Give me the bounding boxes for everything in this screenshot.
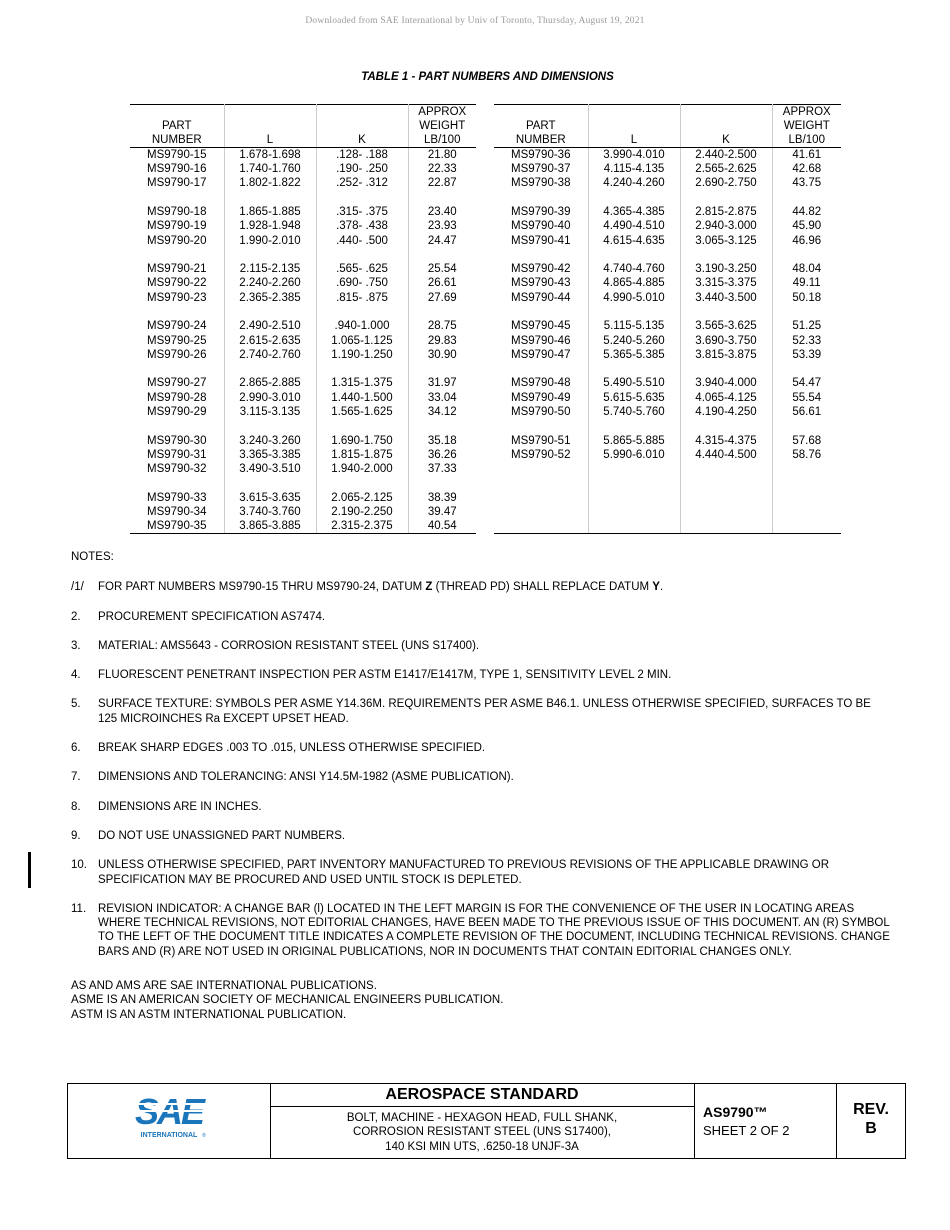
k-cell: 1.065-1.125 — [316, 334, 408, 348]
k-cell: 1.315-1.375 — [316, 376, 408, 390]
part-number-cell: MS9790-29 — [130, 405, 224, 419]
group-spacer — [494, 476, 841, 491]
publications-list — [71, 979, 503, 1022]
l-cell: 5.990-6.010 — [588, 448, 680, 462]
l-cell: 2.365-2.385 — [224, 291, 316, 305]
part-number-cell: MS9790-35 — [130, 519, 224, 534]
part-number-cell: MS9790-41 — [494, 234, 588, 248]
weight-cell: 33.04 — [427, 391, 457, 404]
table-row — [494, 219, 841, 233]
k-cell: 2.940-3.000 — [680, 219, 772, 233]
weight-cell — [772, 519, 841, 534]
table-row — [494, 291, 841, 305]
part-number-cell: MS9790-26 — [130, 348, 224, 362]
l-cell: 4.865-4.885 — [588, 276, 680, 290]
part-number-cell: MS9790-21 — [130, 262, 224, 276]
table-row — [130, 376, 476, 390]
document-number-cell — [695, 1084, 837, 1158]
table-row — [494, 391, 841, 405]
weight-cell: 54.47 — [792, 377, 822, 390]
k-cell: 3.815-3.875 — [680, 348, 772, 362]
weight-cell: 52.33 — [792, 334, 822, 347]
k-cell: 2.815-2.875 — [680, 205, 772, 219]
k-cell: 2.690-2.750 — [680, 176, 772, 190]
l-cell: 3.615-3.635 — [224, 491, 316, 505]
group-spacer — [494, 191, 841, 206]
group-spacer — [130, 305, 476, 320]
table-row — [494, 319, 841, 333]
logo-text: SAE — [134, 1091, 204, 1132]
part-number-cell: MS9790-49 — [494, 391, 588, 405]
l-cell: 2.865-2.885 — [224, 376, 316, 390]
table-row — [130, 148, 476, 163]
k-cell: 2.440-2.500 — [680, 148, 772, 163]
table-row — [130, 505, 476, 519]
publication-line: ASTM IS AN ASTM INTERNATIONAL PUBLICATION. — [71, 1008, 347, 1021]
part-number-cell: MS9790-43 — [494, 276, 588, 290]
download-watermark: Downloaded from SAE International by Univ of Toronto, Thursday, August 19, 2021 — [305, 16, 645, 26]
k-cell: 2.065-2.125 — [316, 491, 408, 505]
table-row — [130, 291, 476, 305]
part-number-cell: MS9790-25 — [130, 334, 224, 348]
k-cell: 2.190-2.250 — [316, 505, 408, 519]
l-cell: 4.240-4.260 — [588, 176, 680, 190]
l-cell: 1.990-2.010 — [224, 234, 316, 248]
part-number-cell: MS9790-15 — [130, 148, 224, 163]
group-spacer — [494, 419, 841, 434]
part-number-cell: MS9790-19 — [130, 219, 224, 233]
revision-label: REV. — [853, 1101, 889, 1118]
table-row — [130, 219, 476, 233]
l-cell: 5.240-5.260 — [588, 334, 680, 348]
part-number-cell: MS9790-42 — [494, 262, 588, 276]
weight-cell: 36.26 — [427, 448, 457, 461]
table-row — [130, 519, 476, 534]
table-row — [130, 462, 476, 476]
k-cell: .315- .375 — [316, 205, 408, 219]
part-number-cell: MS9790-37 — [494, 162, 588, 176]
note-item: 8. DIMENSIONS ARE IN INCHES. — [71, 800, 262, 813]
l-cell: 3.865-3.885 — [224, 519, 316, 534]
part-number-cell: MS9790-40 — [494, 219, 588, 233]
part-number-cell: MS9790-45 — [494, 319, 588, 333]
table-row — [494, 434, 841, 448]
weight-cell: 24.47 — [427, 234, 457, 247]
l-cell — [588, 505, 680, 519]
l-cell — [588, 519, 680, 534]
table-row — [494, 405, 841, 419]
k-cell: 1.190-1.250 — [316, 348, 408, 362]
k-cell — [680, 462, 772, 476]
l-cell: 3.740-3.760 — [224, 505, 316, 519]
part-number-cell: MS9790-24 — [130, 319, 224, 333]
weight-cell: 45.90 — [792, 220, 822, 233]
sae-logo-icon — [68, 1084, 270, 1158]
title-block — [67, 1083, 906, 1159]
parts-table-left — [130, 104, 476, 534]
sheet-number: SHEET 2 OF 2 — [703, 1123, 790, 1138]
table-row — [130, 234, 476, 248]
weight-cell: 56.61 — [792, 405, 822, 418]
weight-cell: 40.54 — [408, 519, 476, 534]
part-number-header: PART NUMBER — [130, 105, 224, 148]
weight-cell: 41.61 — [792, 149, 822, 161]
part-number-cell: MS9790-33 — [130, 491, 224, 505]
sae-logo — [68, 1084, 271, 1158]
weight-cell: 31.97 — [427, 377, 457, 390]
table-row — [130, 262, 476, 276]
table-row — [494, 348, 841, 362]
table-row — [130, 348, 476, 362]
weight-cell: 34.12 — [427, 405, 457, 418]
k-cell: 4.315-4.375 — [680, 434, 772, 448]
title-description — [270, 1084, 695, 1158]
table-row — [494, 376, 841, 390]
weight-cell: 37.33 — [427, 462, 457, 475]
l-cell: 1.865-1.885 — [224, 205, 316, 219]
part-number-cell: MS9790-38 — [494, 176, 588, 190]
weight-cell: 44.82 — [792, 206, 822, 219]
table-row — [494, 205, 841, 219]
weight-cell: 22.33 — [427, 163, 457, 176]
k-cell: .378- .438 — [316, 219, 408, 233]
l-cell: 2.990-3.010 — [224, 391, 316, 405]
weight-cell: 30.90 — [427, 348, 457, 361]
parts-table-left-body — [130, 148, 476, 534]
table-row — [494, 334, 841, 348]
part-number-cell: MS9790-23 — [130, 291, 224, 305]
standard-type: AEROSPACE STANDARD — [270, 1084, 694, 1107]
l-cell: 5.490-5.510 — [588, 376, 680, 390]
weight-cell: 55.54 — [792, 391, 822, 404]
l-cell: 2.115-2.135 — [224, 262, 316, 276]
part-number-cell — [494, 505, 588, 519]
revision-value: B — [865, 1120, 877, 1137]
l-cell: 4.990-5.010 — [588, 291, 680, 305]
part-number-cell: MS9790-28 — [130, 391, 224, 405]
l-cell: 3.240-3.260 — [224, 434, 316, 448]
l-cell: 5.365-5.385 — [588, 348, 680, 362]
note-item: 3. MATERIAL: AMS5643 - CORROSION RESISTANT STEEL (UNS S17400). — [71, 639, 480, 652]
table-title: TABLE 1 - PART NUMBERS AND DIMENSIONS — [361, 71, 614, 83]
k-cell: 2.565-2.625 — [680, 162, 772, 176]
weight-cell: 39.47 — [427, 505, 457, 518]
table-row — [494, 448, 841, 462]
l-cell: 1.740-1.760 — [224, 162, 316, 176]
weight-cell: 28.75 — [427, 320, 457, 333]
weight-cell: 42.68 — [792, 163, 822, 176]
l-cell: 2.740-2.760 — [224, 348, 316, 362]
l-cell: 4.115-4.135 — [588, 162, 680, 176]
l-cell: 5.615-5.635 — [588, 391, 680, 405]
l-cell — [588, 462, 680, 476]
k-cell: .690- .750 — [316, 276, 408, 290]
weight-cell: 23.93 — [427, 220, 457, 233]
part-number-cell: MS9790-31 — [130, 448, 224, 462]
weight-cell: 38.39 — [427, 491, 457, 504]
k-cell: .252- .312 — [316, 176, 408, 190]
weight-header: APPROX WEIGHT LB/100 — [772, 105, 841, 148]
part-number-cell: MS9790-48 — [494, 376, 588, 390]
k-cell: .815- .875 — [316, 291, 408, 305]
note-item: 5. SURFACE TEXTURE: SYMBOLS PER ASME Y14.36M. REQUIREMENTS PER ASME B46.1. UNLESS OTHERWISE SPECIFIED, SURFACES TO BE 125 MICROINCHES Ra EXCEPT UPSET HEAD. — [71, 698, 871, 725]
note-item: 2. PROCUREMENT SPECIFICATION AS7474. — [71, 610, 326, 623]
group-spacer — [130, 248, 476, 263]
l-header: L — [224, 105, 316, 148]
part-number-cell — [494, 491, 588, 505]
part-number-cell: MS9790-44 — [494, 291, 588, 305]
l-cell: 5.865-5.885 — [588, 434, 680, 448]
table-row — [494, 234, 841, 248]
l-cell: 4.365-4.385 — [588, 205, 680, 219]
k-cell — [680, 505, 772, 519]
table-row — [130, 391, 476, 405]
table-row — [494, 519, 841, 534]
weight-cell: 35.18 — [427, 434, 457, 447]
k-cell: 3.315-3.375 — [680, 276, 772, 290]
weight-cell — [772, 462, 841, 476]
weight-cell: 22.87 — [427, 177, 457, 190]
k-cell — [680, 519, 772, 534]
logo-subtext: INTERNATIONAL — [140, 1132, 198, 1139]
part-number-cell: MS9790-17 — [130, 176, 224, 190]
group-spacer — [130, 191, 476, 206]
weight-cell: 51.25 — [792, 320, 822, 333]
k-cell: 3.190-3.250 — [680, 262, 772, 276]
part-number-cell — [494, 519, 588, 534]
document-number: AS9790™ — [703, 1104, 768, 1120]
part-number-cell — [494, 462, 588, 476]
note-item: 10. UNLESS OTHERWISE SPECIFIED, PART INVENTORY MANUFACTURED TO PREVIOUS REVISIONS OF THE APPLICABLE DRAWING OR SPECIFICATION MAY BE PROCURED AND USED UNTIL STOCK IS DEPLETED. — [71, 859, 830, 886]
table-row — [130, 205, 476, 219]
l-cell: 5.740-5.760 — [588, 405, 680, 419]
table-row — [494, 262, 841, 276]
part-number-header: PART NUMBER — [494, 105, 588, 148]
l-cell: 4.615-4.635 — [588, 234, 680, 248]
weight-cell: 53.39 — [792, 348, 822, 361]
k-cell: .565- .625 — [316, 262, 408, 276]
l-header: L — [588, 105, 680, 148]
weight-cell: 27.69 — [427, 291, 457, 304]
l-cell: 3.490-3.510 — [224, 462, 316, 476]
table-row — [130, 319, 476, 333]
weight-cell: 29.83 — [427, 334, 457, 347]
weight-cell: 43.75 — [792, 177, 822, 190]
table-row — [130, 491, 476, 505]
logo-registered-mark: ® — [202, 1133, 206, 1139]
weight-cell — [772, 491, 841, 505]
table-row — [130, 434, 476, 448]
weight-cell: 58.76 — [792, 448, 822, 461]
weight-cell: 48.04 — [792, 263, 822, 276]
part-number-cell: MS9790-47 — [494, 348, 588, 362]
table-row — [494, 176, 841, 190]
table-row — [494, 505, 841, 519]
table-row — [494, 462, 841, 476]
k-cell: .128- .188 — [316, 148, 408, 163]
weight-cell: 49.11 — [792, 277, 821, 290]
k-cell: 3.440-3.500 — [680, 291, 772, 305]
weight-cell: 21.80 — [427, 149, 457, 161]
group-spacer — [494, 305, 841, 320]
k-cell: .940-1.000 — [316, 319, 408, 333]
part-description: BOLT, MACHINE - HEXAGON HEAD, FULL SHANK, CORROSION RESISTANT STEEL (UNS S17400), 140 KSI MIN UTS, .6250-18 UNJF-3A — [346, 1112, 618, 1153]
l-cell: 3.365-3.385 — [224, 448, 316, 462]
part-number-cell: MS9790-52 — [494, 448, 588, 462]
revision-cell — [837, 1084, 905, 1158]
k-header: K — [316, 105, 408, 148]
table-row — [494, 162, 841, 176]
l-cell: 1.802-1.822 — [224, 176, 316, 190]
k-cell: 4.440-4.500 — [680, 448, 772, 462]
notes-header: NOTES: — [71, 551, 114, 563]
table-row — [130, 162, 476, 176]
publication-line: AS AND AMS ARE SAE INTERNATIONAL PUBLICATIONS. — [71, 980, 377, 992]
k-cell: 4.190-4.250 — [680, 405, 772, 419]
table-row — [130, 448, 476, 462]
note-item: 9. DO NOT USE UNASSIGNED PART NUMBERS. — [71, 829, 346, 842]
l-cell — [588, 491, 680, 505]
table-row — [130, 176, 476, 190]
part-number-cell: MS9790-51 — [494, 434, 588, 448]
part-number-cell: MS9790-16 — [130, 162, 224, 176]
weight-cell: 25.54 — [427, 263, 457, 276]
weight-cell: 57.68 — [792, 434, 822, 447]
k-cell: 2.315-2.375 — [316, 519, 408, 534]
group-spacer — [494, 362, 841, 377]
k-cell: 3.690-3.750 — [680, 334, 772, 348]
l-cell: 1.928-1.948 — [224, 219, 316, 233]
k-cell: 4.065-4.125 — [680, 391, 772, 405]
table-row — [494, 148, 841, 163]
l-cell: 2.490-2.510 — [224, 319, 316, 333]
note-item: 4. FLUORESCENT PENETRANT INSPECTION PER ASTM E1417/E1417M, TYPE 1, SENSITIVITY LEVEL 2 MIN. — [71, 669, 672, 682]
k-cell: .440- .500 — [316, 234, 408, 248]
note-item: 11. REVISION INDICATOR: A CHANGE BAR (l) LOCATED IN THE LEFT MARGIN IS FOR THE CONVENIENCE OF THE USER IN LOCATING AREAS WHERE TECHNICAL REVISIONS, NOT EDITORIAL CHANGES, HAVE BEEN MADE TO THE PREVIOUS ISSUE OF THIS DOCUMENT. AN (R) SYMBOL TO THE LEFT OF THE DOCUMENT TITLE INDICATES A COMPLETE REVISION OF THE DOCUMENT, INCLUDING TECHNICAL REVISIONS. CHANGE BARS AND (R) ARE NOT USED IN ORIGINAL PUBLICATIONS, NOR IN DOCUMENTS THAT CONTAIN EDITORIAL CHANGES ONLY. — [71, 902, 890, 958]
l-cell: 2.615-2.635 — [224, 334, 316, 348]
group-spacer — [494, 248, 841, 263]
k-cell: 3.565-3.625 — [680, 319, 772, 333]
group-spacer — [130, 476, 476, 491]
k-cell: 1.440-1.500 — [316, 391, 408, 405]
group-spacer — [130, 362, 476, 377]
part-number-cell: MS9790-32 — [130, 462, 224, 476]
weight-cell: 50.18 — [792, 291, 822, 304]
l-cell: 3.990-4.010 — [588, 148, 680, 163]
parts-table-right-body — [494, 148, 841, 534]
part-number-cell: MS9790-18 — [130, 205, 224, 219]
notes-section — [71, 550, 891, 974]
k-cell: 1.815-1.875 — [316, 448, 408, 462]
parts-table-right — [494, 104, 841, 534]
k-cell: 1.565-1.625 — [316, 405, 408, 419]
note-item: 7. DIMENSIONS AND TOLERANCING: ANSI Y14.5M-1982 (ASME PUBLICATION). — [71, 771, 514, 784]
part-number-cell: MS9790-39 — [494, 205, 588, 219]
note-item: /1/ FOR PART NUMBERS MS9790-15 THRU MS9790-24, DATUM Z (THREAD PD) SHALL REPLACE DATUM Y. — [71, 581, 664, 594]
weight-cell — [772, 505, 841, 519]
table-row — [130, 405, 476, 419]
part-number-cell: MS9790-36 — [494, 148, 588, 163]
part-number-cell: MS9790-22 — [130, 276, 224, 290]
part-number-cell: MS9790-20 — [130, 234, 224, 248]
k-header: K — [680, 105, 772, 148]
l-cell: 4.740-4.760 — [588, 262, 680, 276]
table-row — [130, 334, 476, 348]
part-number-cell: MS9790-34 — [130, 505, 224, 519]
l-cell: 4.490-4.510 — [588, 219, 680, 233]
weight-header: APPROX WEIGHT LB/100 — [408, 105, 476, 148]
l-cell: 3.115-3.135 — [224, 405, 316, 419]
k-cell — [680, 491, 772, 505]
l-cell: 1.678-1.698 — [224, 148, 316, 163]
weight-cell: 46.96 — [792, 234, 822, 247]
k-cell: 3.065-3.125 — [680, 234, 772, 248]
weight-cell: 26.61 — [427, 277, 457, 290]
table-row — [130, 276, 476, 290]
table-row — [494, 276, 841, 290]
publication-line: ASME IS AN AMERICAN SOCIETY OF MECHANICAL ENGINEERS PUBLICATION. — [71, 994, 504, 1007]
note-item: 6. BREAK SHARP EDGES .003 TO .015, UNLESS OTHERWISE SPECIFIED. — [71, 742, 486, 755]
part-number-cell: MS9790-27 — [130, 376, 224, 390]
part-number-cell: MS9790-30 — [130, 434, 224, 448]
group-spacer — [130, 419, 476, 434]
k-cell: 1.940-2.000 — [316, 462, 408, 476]
table-row — [494, 491, 841, 505]
part-number-cell: MS9790-50 — [494, 405, 588, 419]
change-bar — [28, 852, 31, 888]
k-cell: 3.940-4.000 — [680, 376, 772, 390]
l-cell: 2.240-2.260 — [224, 276, 316, 290]
k-cell: 1.690-1.750 — [316, 434, 408, 448]
l-cell: 5.115-5.135 — [588, 319, 680, 333]
weight-cell: 23.40 — [427, 206, 457, 219]
part-number-cell: MS9790-46 — [494, 334, 588, 348]
k-cell: .190- .250 — [316, 162, 408, 176]
